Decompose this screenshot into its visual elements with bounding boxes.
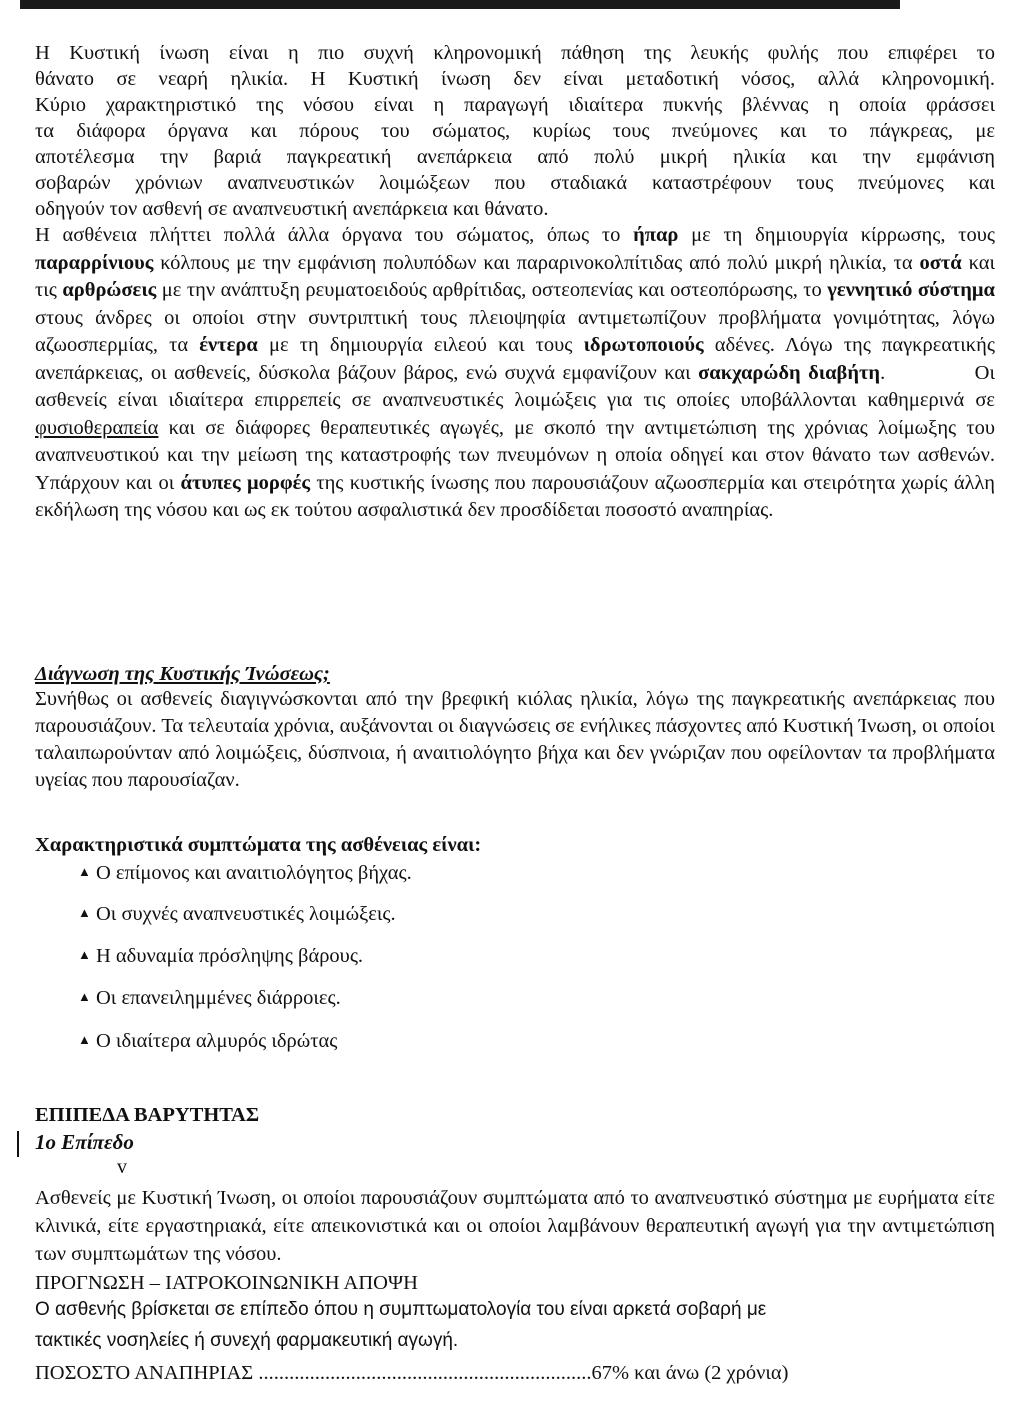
prognosis-heading: ΠΡΟΓΝΩΣΗ – ΙΑΤΡΟΚΟΙΝΩΝΙΚΗ ΑΠΟΨΗ (35, 1272, 418, 1294)
diagnosis-paragraph: Συνήθως οι ασθενείς διαγιγνώσκονται από την βρεφική κιόλας ηλικία, λόγω της παγκρεατικής ανεπάρκειας που παρουσιάζουν. Τα τελευταία χρόνια, αυξάνονται οι διαγνώσεις σε ενήλικες πάσχοντες από Κυστική Ίνωση, οι οποίοι ταλαιπωρούνταν από λοιμώξεις, δύσπνοια, ή αναιτιολόγητο βήχα και δεν γνώριζαν που οφείλονταν τα προβλήματα υγείας που παρουσίαζαν. (35, 688, 995, 791)
text-run: κόλπους με την εμφάνιση πολυπόδων και παραρινοκολπίτιδας από πολύ μικρή ηλικία, τα (153, 251, 920, 274)
checkmark-v: v (117, 1156, 127, 1178)
dot-leader: ................................................................. (258, 1362, 592, 1384)
text-run: αδένες. Λόγω της παγκρεατικής ανεπάρκειας, οι ασθενείς, δύσκολα βάζουν βάρος, ενώ συχνά εμφανίζουν και (35, 334, 995, 384)
symptom-text: Ο ιδιαίτερα αλμυρός ιδρώτας (96, 1030, 338, 1052)
level-1-paragraph: Ασθενείς με Κυστική Ίνωση, οι οποίοι παρουσιάζουν συμπτώματα από το αναπνευστικό σύστημα με ευρήματα είτε κλινικά, είτε εργαστηριακά, είτε απεικονιστικά και οι οποίοι λαμβάνουν θεραπευτική αγωγή για την αντιμετώπιση των συμπτωμάτων της νόσου. (35, 1187, 995, 1265)
text-line: τα διάφορα όργανα και πόρους του σώματος, κυρίως τους πνεύμονες και το πάγκρεας, με (35, 120, 995, 142)
triangle-bullet-icon: ▲ (78, 947, 91, 962)
text-line: οδηγούν τον ασθενή σε αναπνευστική ανεπάρκεια και θάνατο. (35, 198, 549, 220)
triangle-bullet-icon: ▲ (78, 1032, 91, 1047)
text-run: Η ασθένεια πλήττει πολλά άλλα όργανα του σώματος, όπως το (35, 224, 634, 246)
text-line: Κύριο χαρακτηριστικό της νόσου είναι η παραγωγή ιδιαίτερα πυκνής βλέννας η οποία φράσσει (35, 94, 995, 116)
text-run: με τη δημιουργία κίρρωσης, τους (678, 224, 995, 246)
bold-term: άτυπες μορφές (180, 471, 311, 494)
symptom-item (78, 1030, 337, 1053)
bold-term: οστά (919, 251, 962, 274)
underlined-term: φυσιοθεραπεία (35, 416, 159, 439)
text-line: σοβαρών χρόνιων αναπνευστικών λοιμώξεων που σταδιακά καταστρέφουν τους πνεύμονες και (35, 172, 995, 194)
text-run: και σε διάφορες θεραπευτικές αγωγές, με σκοπό την αντιμετώπιση της χρόνιας λοίμωξης του αναπνευστικού και την μείωση της καταστροφής των πνευμόνων η οποία οδηγεί και στον θάνατο των ασθενών. Υπάρχουν και οι (35, 416, 995, 494)
severity-levels-heading: ΕΠΙΠΕΔΑ ΒΑΡΥΤΗΤΑΣ (35, 1104, 260, 1126)
intro-paragraph (35, 40, 995, 222)
text-run: . Οι ασθενείς είναι ιδιαίτερα επιρρεπείς σε αναπνευστικές λοιμώξεις για τις οποίες υποβάλλονται καθημερινά σε (35, 361, 1001, 411)
scan-top-border (20, 0, 900, 9)
text-line: αποτέλεσμα την βαριά παγκρεατική ανεπάρκεια από πολύ μικρή ηλικία και την εμφάνιση (35, 146, 995, 168)
symptom-text: Οι επανειλημμένες διάρροιες. (96, 987, 341, 1009)
bold-term: ήπαρ (633, 224, 679, 246)
bold-term: γεννητικό σύστημα (827, 279, 995, 301)
text-run: και τις (35, 251, 995, 301)
bold-term: ιδρωτοποιούς (583, 334, 704, 356)
triangle-bullet-icon: ▲ (78, 864, 91, 879)
prognosis-line: Ο ασθενής βρίσκεται σε επίπεδο όπου η συμπτωματολογία του είναι αρκετά σοβαρή με (35, 1299, 767, 1320)
bold-term: έντερα (199, 334, 258, 356)
symptom-item (78, 945, 363, 968)
symptom-text: Ο επίμονος και αναιτιολόγητος βήχας. (96, 862, 412, 884)
diagnosis-heading: Διάγνωση της Κυστικής Ίνώσεως; (35, 663, 330, 685)
symptom-item (78, 987, 341, 1010)
change-bar (17, 1131, 19, 1157)
organs-paragraph (35, 222, 1001, 525)
bold-term: αρθρώσεις (62, 279, 157, 301)
disability-label: ΠΟΣΟΣΤΟ ΑΝΑΠΗΡΙΑΣ (35, 1362, 254, 1384)
text-run: με τη δημιουργία ειλεού και τους (257, 334, 584, 356)
text-run: της κυστικής ίνωσης που παρουσιάζουν αζωοσπερμία και στειρότητα χωρίς άλλη εκδήλωση της νόσου και ως εκ τούτου ασφαλιστικά δεν προσδίδεται ποσοστό αναπηρίας. (35, 471, 995, 521)
text-run: στους άνδρες οι οποίοι στην συντριπτική τους πλειοψηφία αντιμετωπίζουν προβλήματα γονιμότητας, λόγω αζωοσπερμίας, τα (35, 306, 995, 356)
disability-value: 67% και άνω (2 χρόνια) (591, 1362, 789, 1384)
disability-line (35, 1362, 788, 1385)
bold-term: παραρρίνιους (35, 251, 154, 274)
level-1-title: 1ο Επίπεδο (35, 1130, 134, 1154)
symptom-text: Οι συχνές αναπνευστικές λοιμώξεις. (96, 903, 396, 925)
text-line: θάνατο σε νεαρή ηλικία. Η Κυστική ίνωση δεν είναι μεταδοτική νόσος, αλλά κληρονομική. (35, 68, 995, 90)
bold-term: σακχαρώδη διαβήτη (698, 361, 881, 384)
text-line: Η Κυστική ίνωση είναι η πιο συχνή κληρονομική πάθηση της λευκής φυλής που επιφέρει το (35, 42, 995, 64)
symptom-text: Η αδυναμία πρόσληψης βάρους. (96, 945, 364, 967)
triangle-bullet-icon: ▲ (78, 989, 91, 1004)
symptoms-heading: Χαρακτηριστικά συμπτώματα της ασθένειας είναι: (35, 834, 482, 856)
prognosis-line: τακτικές νοσηλείες ή συνεχή φαρμακευτική αγωγή. (35, 1330, 459, 1351)
triangle-bullet-icon: ▲ (78, 905, 91, 920)
text-run: με την ανάπτυξη ρευματοειδούς αρθρίτιδας, οστεοπενίας και οστεοπόρωσης, το (156, 279, 828, 301)
symptom-item (78, 862, 412, 885)
symptom-item (78, 903, 396, 926)
